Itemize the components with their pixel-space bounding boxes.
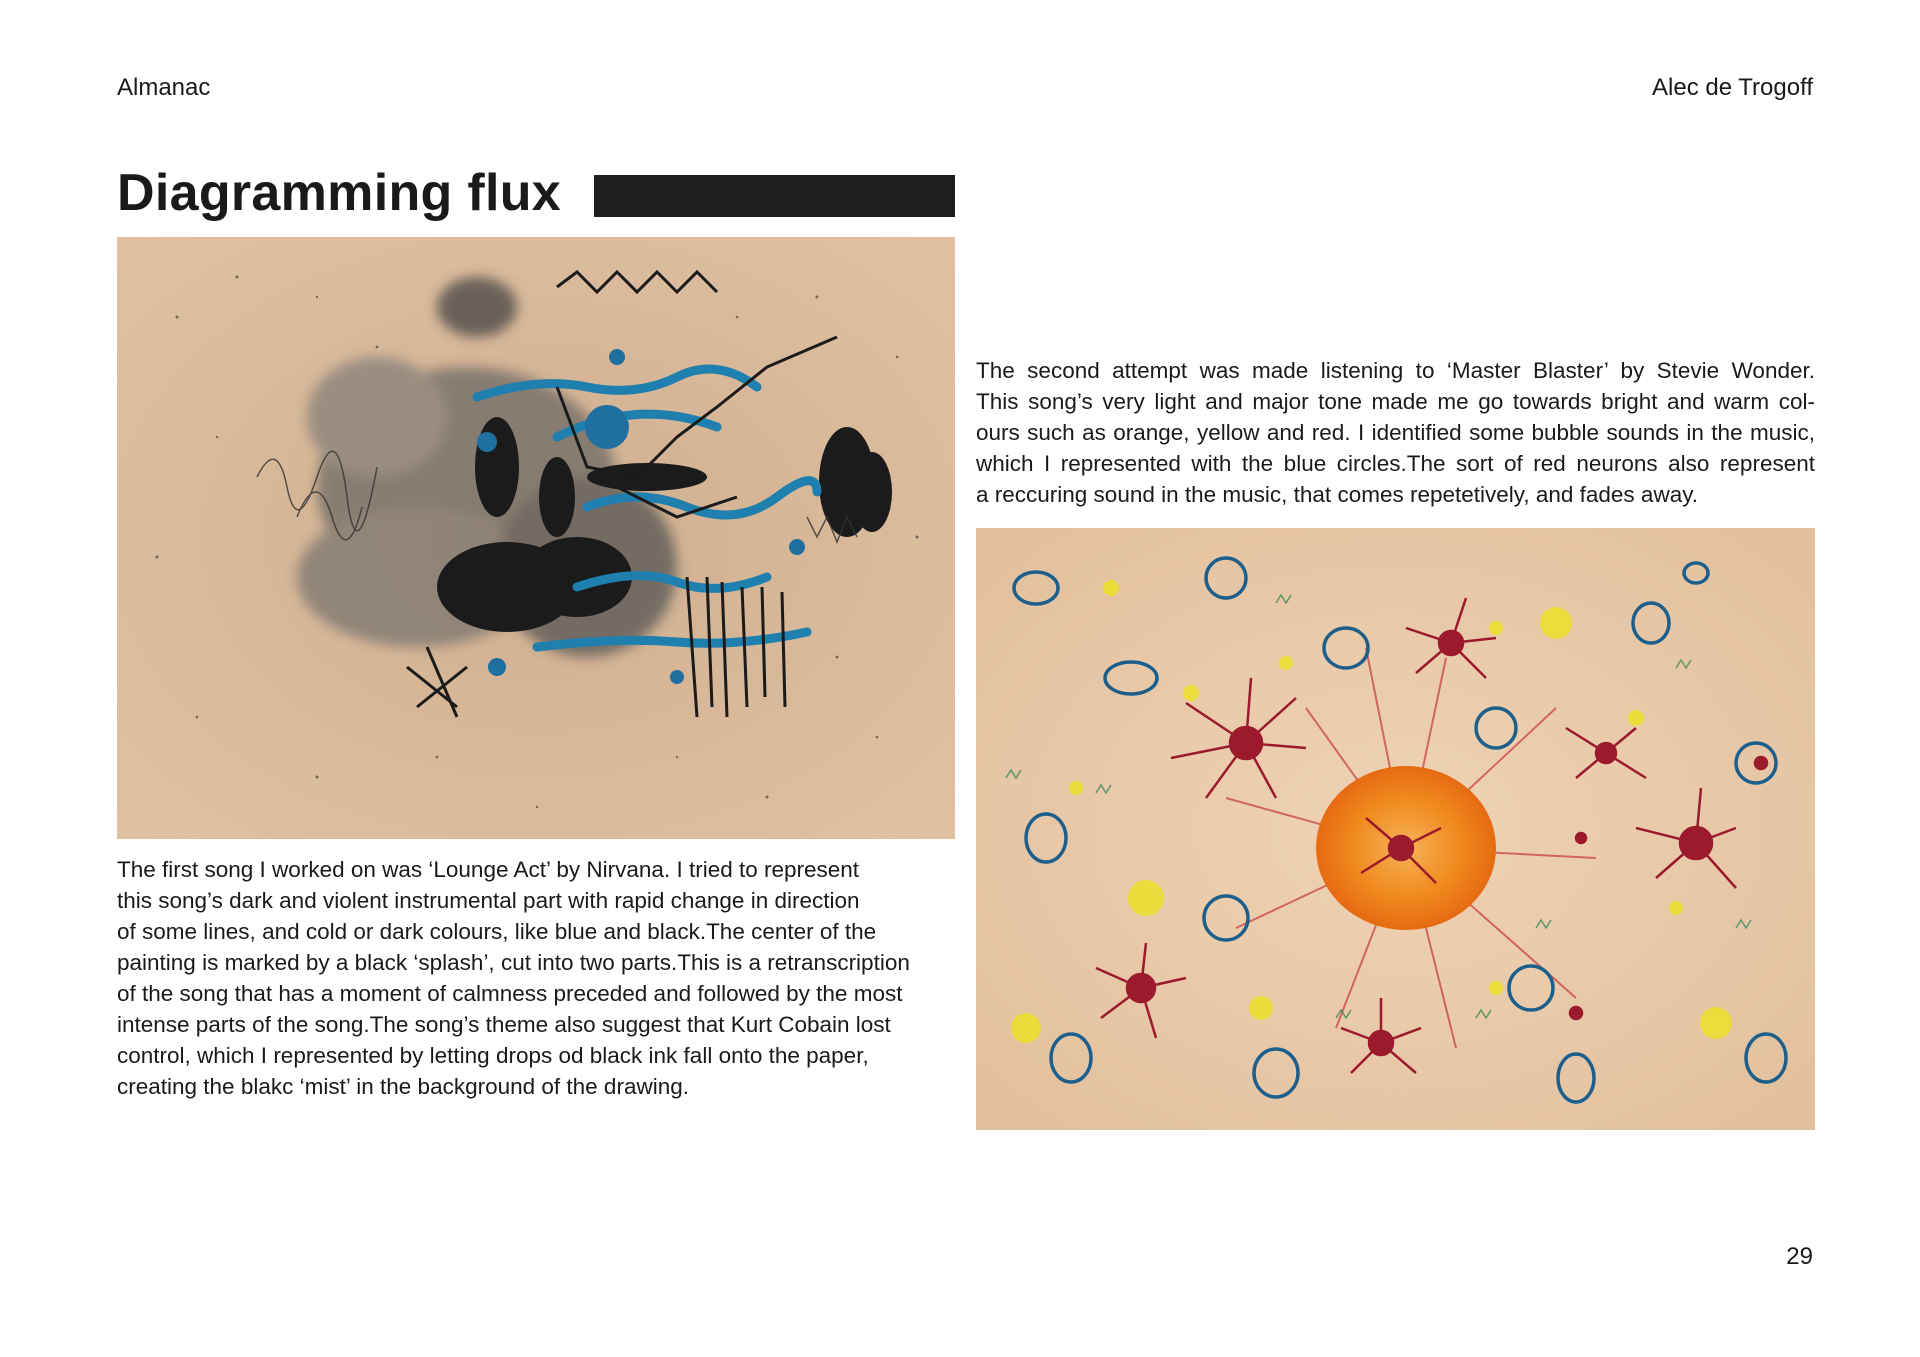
text-line: of some lines, and cold or dark colours, like blue and black.The center of the [117, 919, 877, 944]
text-line: intense parts of the song.The song’s theme also suggest that Kurt Cobain lost [117, 1012, 891, 1037]
text-line: The second attempt was made listening to ‘Master Blaster’ by Stevie Wonder. [976, 358, 1815, 383]
text-line: control, which I represented by letting drops od black ink fall onto the paper, [117, 1043, 869, 1068]
text-line: of the song that has a moment of calmness preceded and followed by the most [117, 981, 903, 1006]
header-left: Almanac [117, 74, 211, 101]
text-line: ours such as orange, yellow and red. I identified some bubble sounds in the music, [976, 420, 1815, 445]
text-line: creating the blakc ‘mist’ in the background of the drawing. [117, 1074, 689, 1099]
title-bar [594, 175, 955, 217]
paragraph-stevie-wonder [976, 355, 1815, 510]
paragraph-nirvana [117, 854, 967, 1102]
title-row [117, 162, 561, 224]
text-line: This song’s very light and major tone made me go towards bright and warm col- [976, 389, 1815, 414]
page-title: Diagramming flux [117, 164, 561, 222]
text-line: painting is marked by a black ‘splash’, cut into two parts.This is a retranscription [117, 950, 910, 975]
page-number: 29 [1786, 1243, 1813, 1270]
painting-lounge-act [117, 237, 955, 839]
text-line: The first song I worked on was ‘Lounge Act’ by Nirvana. I tried to represent [117, 857, 860, 882]
text-line: which I represented with the blue circles.The sort of red neurons also represent [976, 451, 1815, 476]
text-line: this song’s dark and violent instrumental part with rapid change in direction [117, 888, 860, 913]
painting-master-blaster [976, 528, 1815, 1130]
text-line: a reccuring sound in the music, that comes repetetively, and fades away. [976, 482, 1699, 507]
header-right: Alec de Trogoff [1652, 74, 1813, 101]
